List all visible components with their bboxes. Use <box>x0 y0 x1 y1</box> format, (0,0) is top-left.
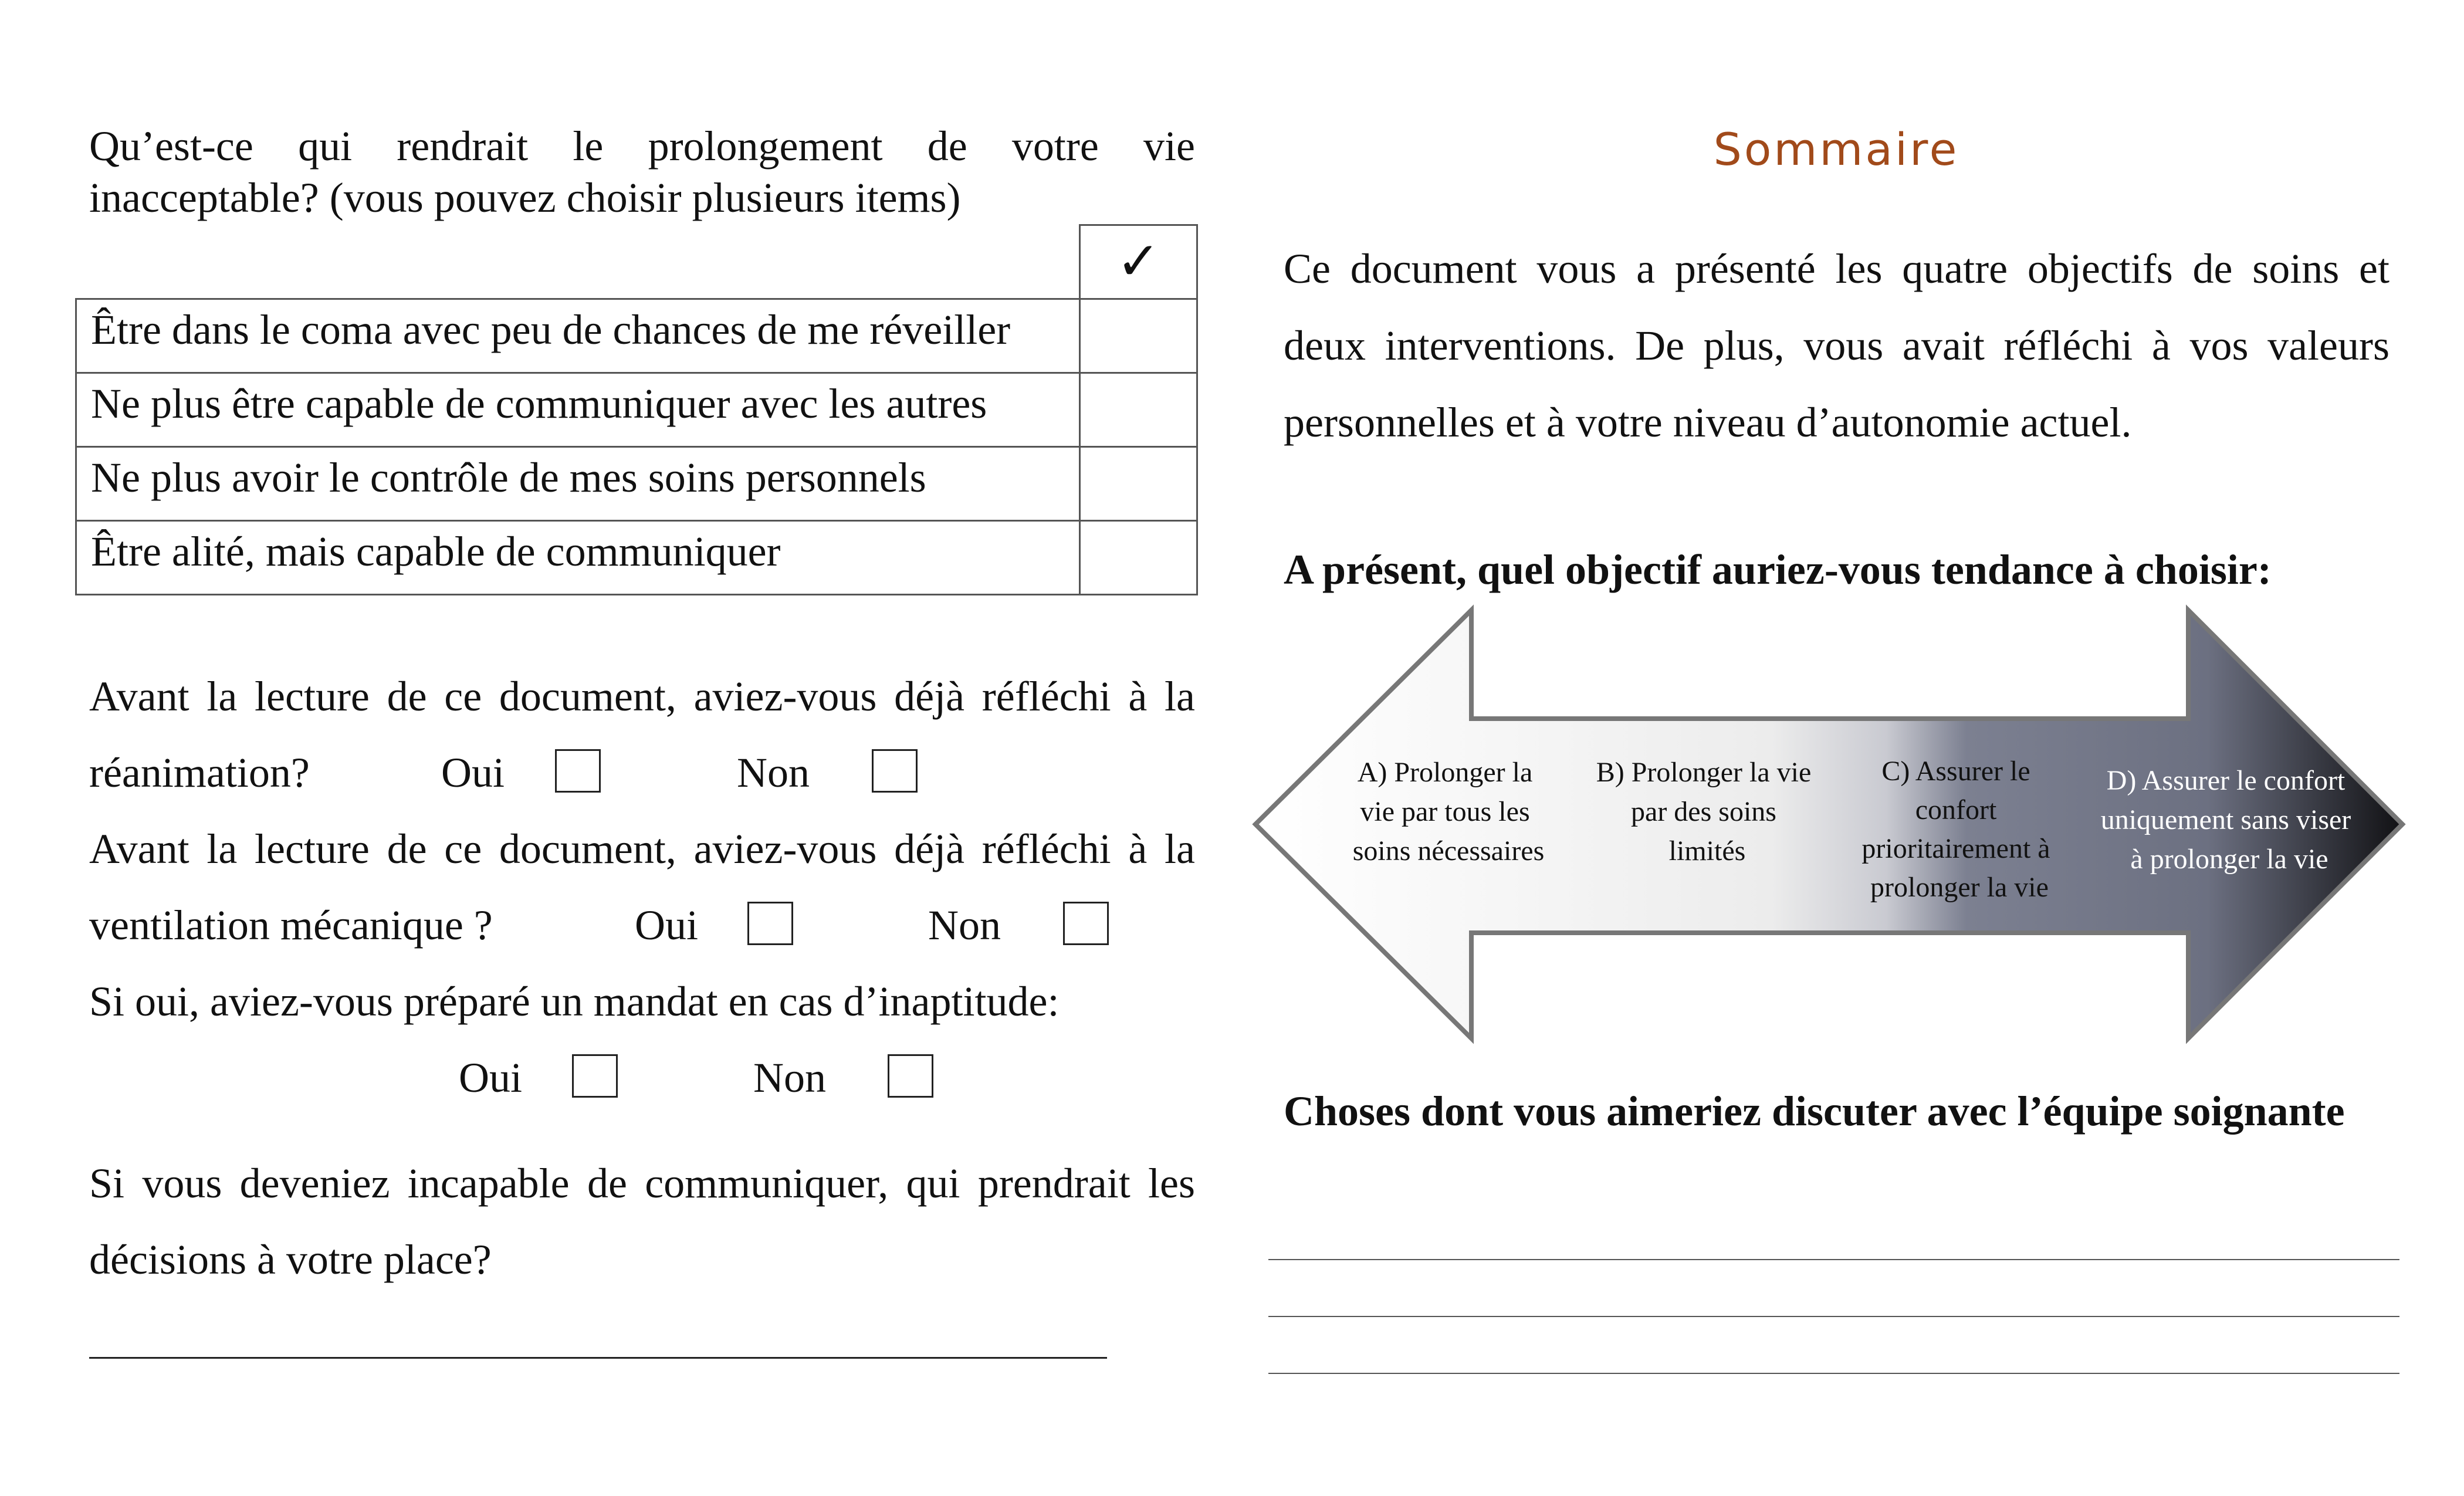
header-spacer <box>76 225 1080 299</box>
table-row <box>76 521 1197 595</box>
discuss-answer-line[interactable] <box>1268 1259 2399 1260</box>
decider-answer-line[interactable] <box>89 1357 1107 1359</box>
objective-prompt: A présent, quel objectif auriez-vous tendance à choisir: <box>1284 546 2272 593</box>
oui-label: Oui <box>635 902 698 949</box>
ventilation-oui-checkbox[interactable] <box>747 902 793 945</box>
discuss-heading: Choses dont vous aimeriez discuter avec l’équipe soignante <box>1284 1088 2345 1135</box>
question-decider: Si vous deveniez incapable de communiquer, qui prendrait les décisions à votre place? <box>89 1160 1195 1283</box>
oui-label: Oui <box>459 1054 522 1101</box>
option-d-label: D) Assurer le confort uniquement sans viser à prolonger la vie <box>2100 765 2351 875</box>
item-label: Être alité, mais capable de communiquer <box>76 521 1080 595</box>
unacceptable-items-table <box>75 224 1198 595</box>
oui-label: Oui <box>441 749 505 796</box>
mandat-oui-checkbox[interactable] <box>572 1054 618 1098</box>
care-objectives-arrow <box>1250 604 2411 1050</box>
option-c-label: C) Assurer le confort prioritairement à prolonger la vie <box>1861 756 2050 903</box>
item-checkbox-cell[interactable] <box>1080 447 1197 521</box>
table-row <box>76 299 1197 373</box>
question-ventilation-line1: Avant la lecture de ce document, aviez-vous déjà réfléchi à la <box>89 825 1195 872</box>
item-label: Être dans le coma avec peu de chances de me réveiller <box>76 299 1080 373</box>
reanimation-non-checkbox[interactable] <box>872 749 918 793</box>
discuss-answer-line[interactable] <box>1268 1373 2399 1374</box>
item-checkbox-cell[interactable] <box>1080 299 1197 373</box>
checkmark-icon: ✓ <box>1080 225 1197 299</box>
non-label: Non <box>928 902 1001 949</box>
question-reanimation-line2: réanimation? <box>89 749 310 796</box>
summary-text: Ce document vous a présenté les quatre objectifs de soins et deux interventions. De plus, vous avait réfléchi à vos valeurs personnelles et à votre niveau d’autonomie actuel. <box>1284 245 2389 446</box>
discuss-answer-line[interactable] <box>1268 1316 2399 1317</box>
non-label: Non <box>737 749 810 796</box>
question-reanimation-line1: Avant la lecture de ce document, aviez-vous déjà réfléchi à la <box>89 673 1195 720</box>
item-checkbox-cell[interactable] <box>1080 521 1197 595</box>
option-a-label: A) Prolonger la vie par tous les soins nécessaires <box>1352 757 1545 867</box>
question-mandat: Si oui, aviez-vous préparé un mandat en cas d’inaptitude: <box>89 978 1060 1025</box>
table-row <box>76 373 1197 447</box>
reanimation-oui-checkbox[interactable] <box>555 749 601 793</box>
table-header-row <box>76 225 1197 299</box>
item-label: Ne plus avoir le contrôle de mes soins personnels <box>76 447 1080 521</box>
ventilation-non-checkbox[interactable] <box>1063 902 1109 945</box>
question-ventilation-line2: ventilation mécanique ? <box>89 902 493 949</box>
non-label: Non <box>753 1054 826 1101</box>
item-checkbox-cell[interactable] <box>1080 373 1197 447</box>
question-unacceptable: Qu’est-ce qui rendrait le prolongement de votre vie inacceptable? (vous pouvez choisir plusieurs items) <box>89 123 1195 221</box>
item-label: Ne plus être capable de communiquer avec les autres <box>76 373 1080 447</box>
table-row <box>76 447 1197 521</box>
option-b-label: B) Prolonger la vie par des soins limités <box>1596 757 1812 867</box>
mandat-non-checkbox[interactable] <box>888 1054 933 1098</box>
page-title: Sommaire <box>1713 123 1959 175</box>
